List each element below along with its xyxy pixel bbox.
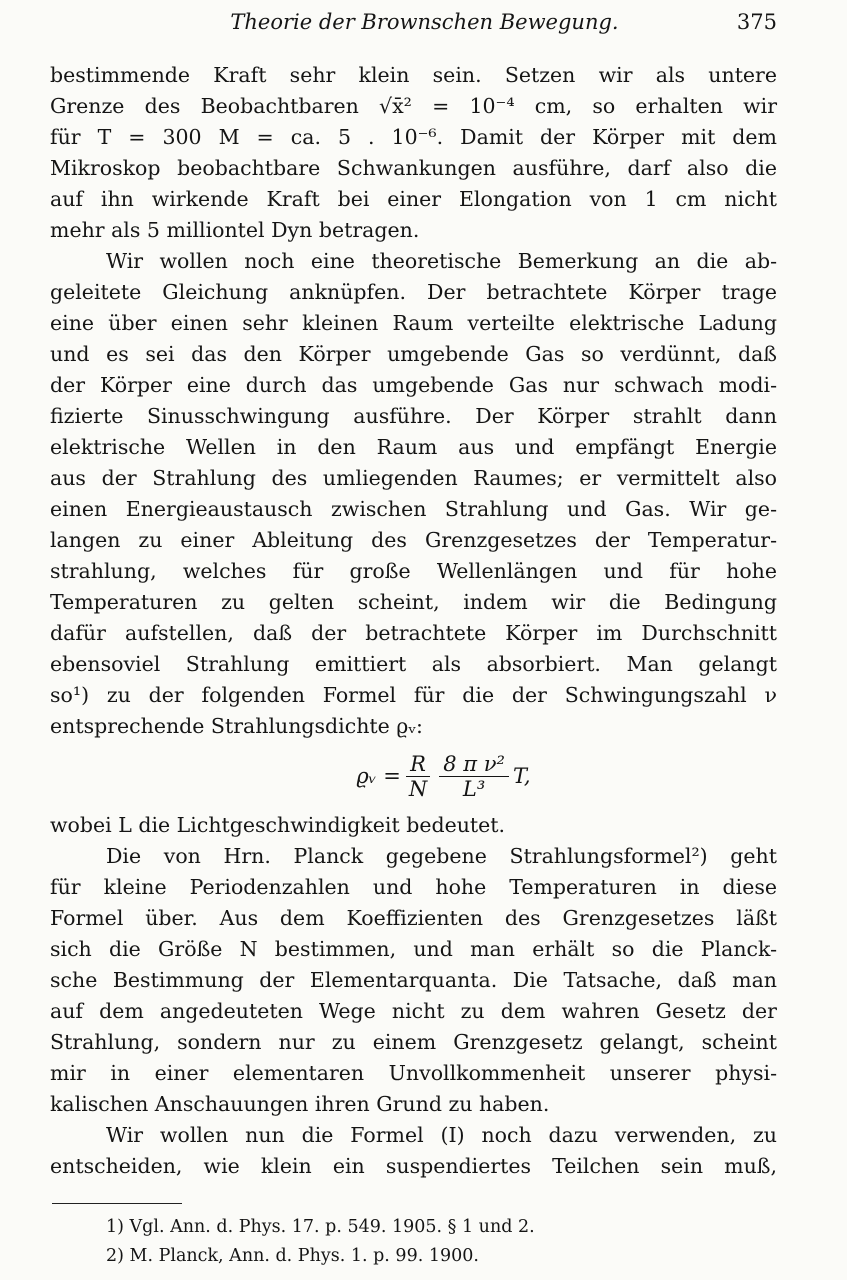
text-line: ebensoviel Strahlung emittiert als absorbiert. Man gelangt xyxy=(50,652,777,676)
text-line: wobei L die Lichtgeschwindigkeit bedeutet. xyxy=(50,813,506,837)
text-line: eine über einen sehr kleinen Raum verteilte elektrische Ladung xyxy=(50,311,777,335)
text-line: Wir wollen nun die Formel (I) noch dazu verwenden, zu xyxy=(106,1123,777,1147)
text-line: Die von Hrn. Planck gegebene Strahlungsformel²) geht xyxy=(106,844,777,868)
main-text xyxy=(50,60,777,1182)
footnote-2: 2) M. Planck, Ann. d. Phys. 1. p. 99. 1900. xyxy=(106,1246,479,1266)
text-line: auf ihn wirkende Kraft bei einer Elongation von 1 cm nicht xyxy=(50,187,777,211)
text-line: Temperaturen zu gelten scheint, indem wir die Bedingung xyxy=(50,590,777,614)
text-line: elektrische Wellen in den Raum aus und empfängt Energie xyxy=(50,435,777,459)
text-line: mehr als 5 milliontel Dyn betragen. xyxy=(50,218,420,242)
text-line: aus der Strahlung des umliegenden Raumes; er vermittelt also xyxy=(50,466,777,490)
text-line: Formel über. Aus dem Koeffizienten des Grenzgesetzes läßt xyxy=(50,906,777,930)
text-line: Mikroskop beobachtbare Schwankungen ausführe, darf also die xyxy=(50,156,777,180)
text-line: bestimmende Kraft sehr klein sein. Setzen wir als untere xyxy=(50,63,777,87)
text-line: sche Bestimmung der Elementarquanta. Die Tatsache, daß man xyxy=(50,968,777,992)
text-line: einen Energieaustausch zwischen Strahlung und Gas. Wir ge- xyxy=(50,497,777,521)
footnote-1: 1) Vgl. Ann. d. Phys. 17. p. 549. 1905. § 1 und 2. xyxy=(106,1217,535,1237)
text-line: strahlung, welches für große Wellenlängen und für hohe xyxy=(50,559,777,583)
fraction-denominator: L³ xyxy=(462,776,486,801)
text-line: Strahlung, sondern nur zu einem Grenzgesetz gelangt, scheint xyxy=(50,1030,777,1054)
text-line: sich die Größe N bestimmen, und man erhält so die Planck- xyxy=(50,937,777,961)
text-line: fizierte Sinusschwingung ausführe. Der Körper strahlt dann xyxy=(50,404,777,428)
text-line: dafür aufstellen, daß der betrachtete Körper im Durchschnitt xyxy=(50,621,777,645)
text-line: mir in einer elementaren Unvollkommenheit unserer physi- xyxy=(50,1061,777,1085)
text-line: entsprechende Strahlungsdichte ϱᵥ: xyxy=(50,714,423,738)
fraction-numerator: 8 π ν² xyxy=(439,752,509,777)
text-line: so¹) zu der folgenden Formel für die der Schwingungszahl ν xyxy=(50,683,777,707)
text-line: langen zu einer Ableitung des Grenzgesetzes der Temperatur- xyxy=(50,528,777,552)
page-header xyxy=(52,4,777,40)
text-line: für T = 300 M = ca. 5 . 10⁻⁶. Damit der Körper mit dem xyxy=(50,125,777,149)
fraction-8pinu-over-l3 xyxy=(439,752,509,801)
footnotes xyxy=(106,1213,786,1271)
page-number: 375 xyxy=(736,10,777,34)
running-title: Theorie der Brownschen Bewegung. xyxy=(230,10,619,34)
text-line: und es sei das den Körper umgebende Gas so verdünnt, daß xyxy=(50,342,777,366)
text-line: der Körper eine durch das umgebende Gas nur schwach modi- xyxy=(50,373,777,397)
text-line: Grenze des Beobachtbaren √x̄² = 10⁻⁴ cm, so erhalten wir xyxy=(50,94,777,118)
text-line: auf dem angedeuteten Wege nicht zu dem wahren Gesetz der xyxy=(50,999,777,1023)
text-line: für kleine Periodenzahlen und hohe Temperaturen in diese xyxy=(50,875,777,899)
fraction-r-over-n xyxy=(405,752,431,801)
formula-lhs: ϱᵥ = xyxy=(356,763,401,788)
fraction-numerator: R xyxy=(406,752,430,777)
text-line: kalischen Anschauungen ihren Grund zu haben. xyxy=(50,1092,550,1116)
formula-tail: T, xyxy=(512,763,531,788)
footnote-divider xyxy=(52,1203,182,1204)
text-line: entscheiden, wie klein ein suspendiertes Teilchen sein muß, xyxy=(50,1154,777,1178)
radiation-density-formula xyxy=(50,744,777,808)
fraction-denominator: N xyxy=(408,776,428,801)
text-line: Wir wollen noch eine theoretische Bemerkung an die ab- xyxy=(106,249,777,273)
text-line: geleitete Gleichung anknüpfen. Der betrachtete Körper trage xyxy=(50,280,777,304)
